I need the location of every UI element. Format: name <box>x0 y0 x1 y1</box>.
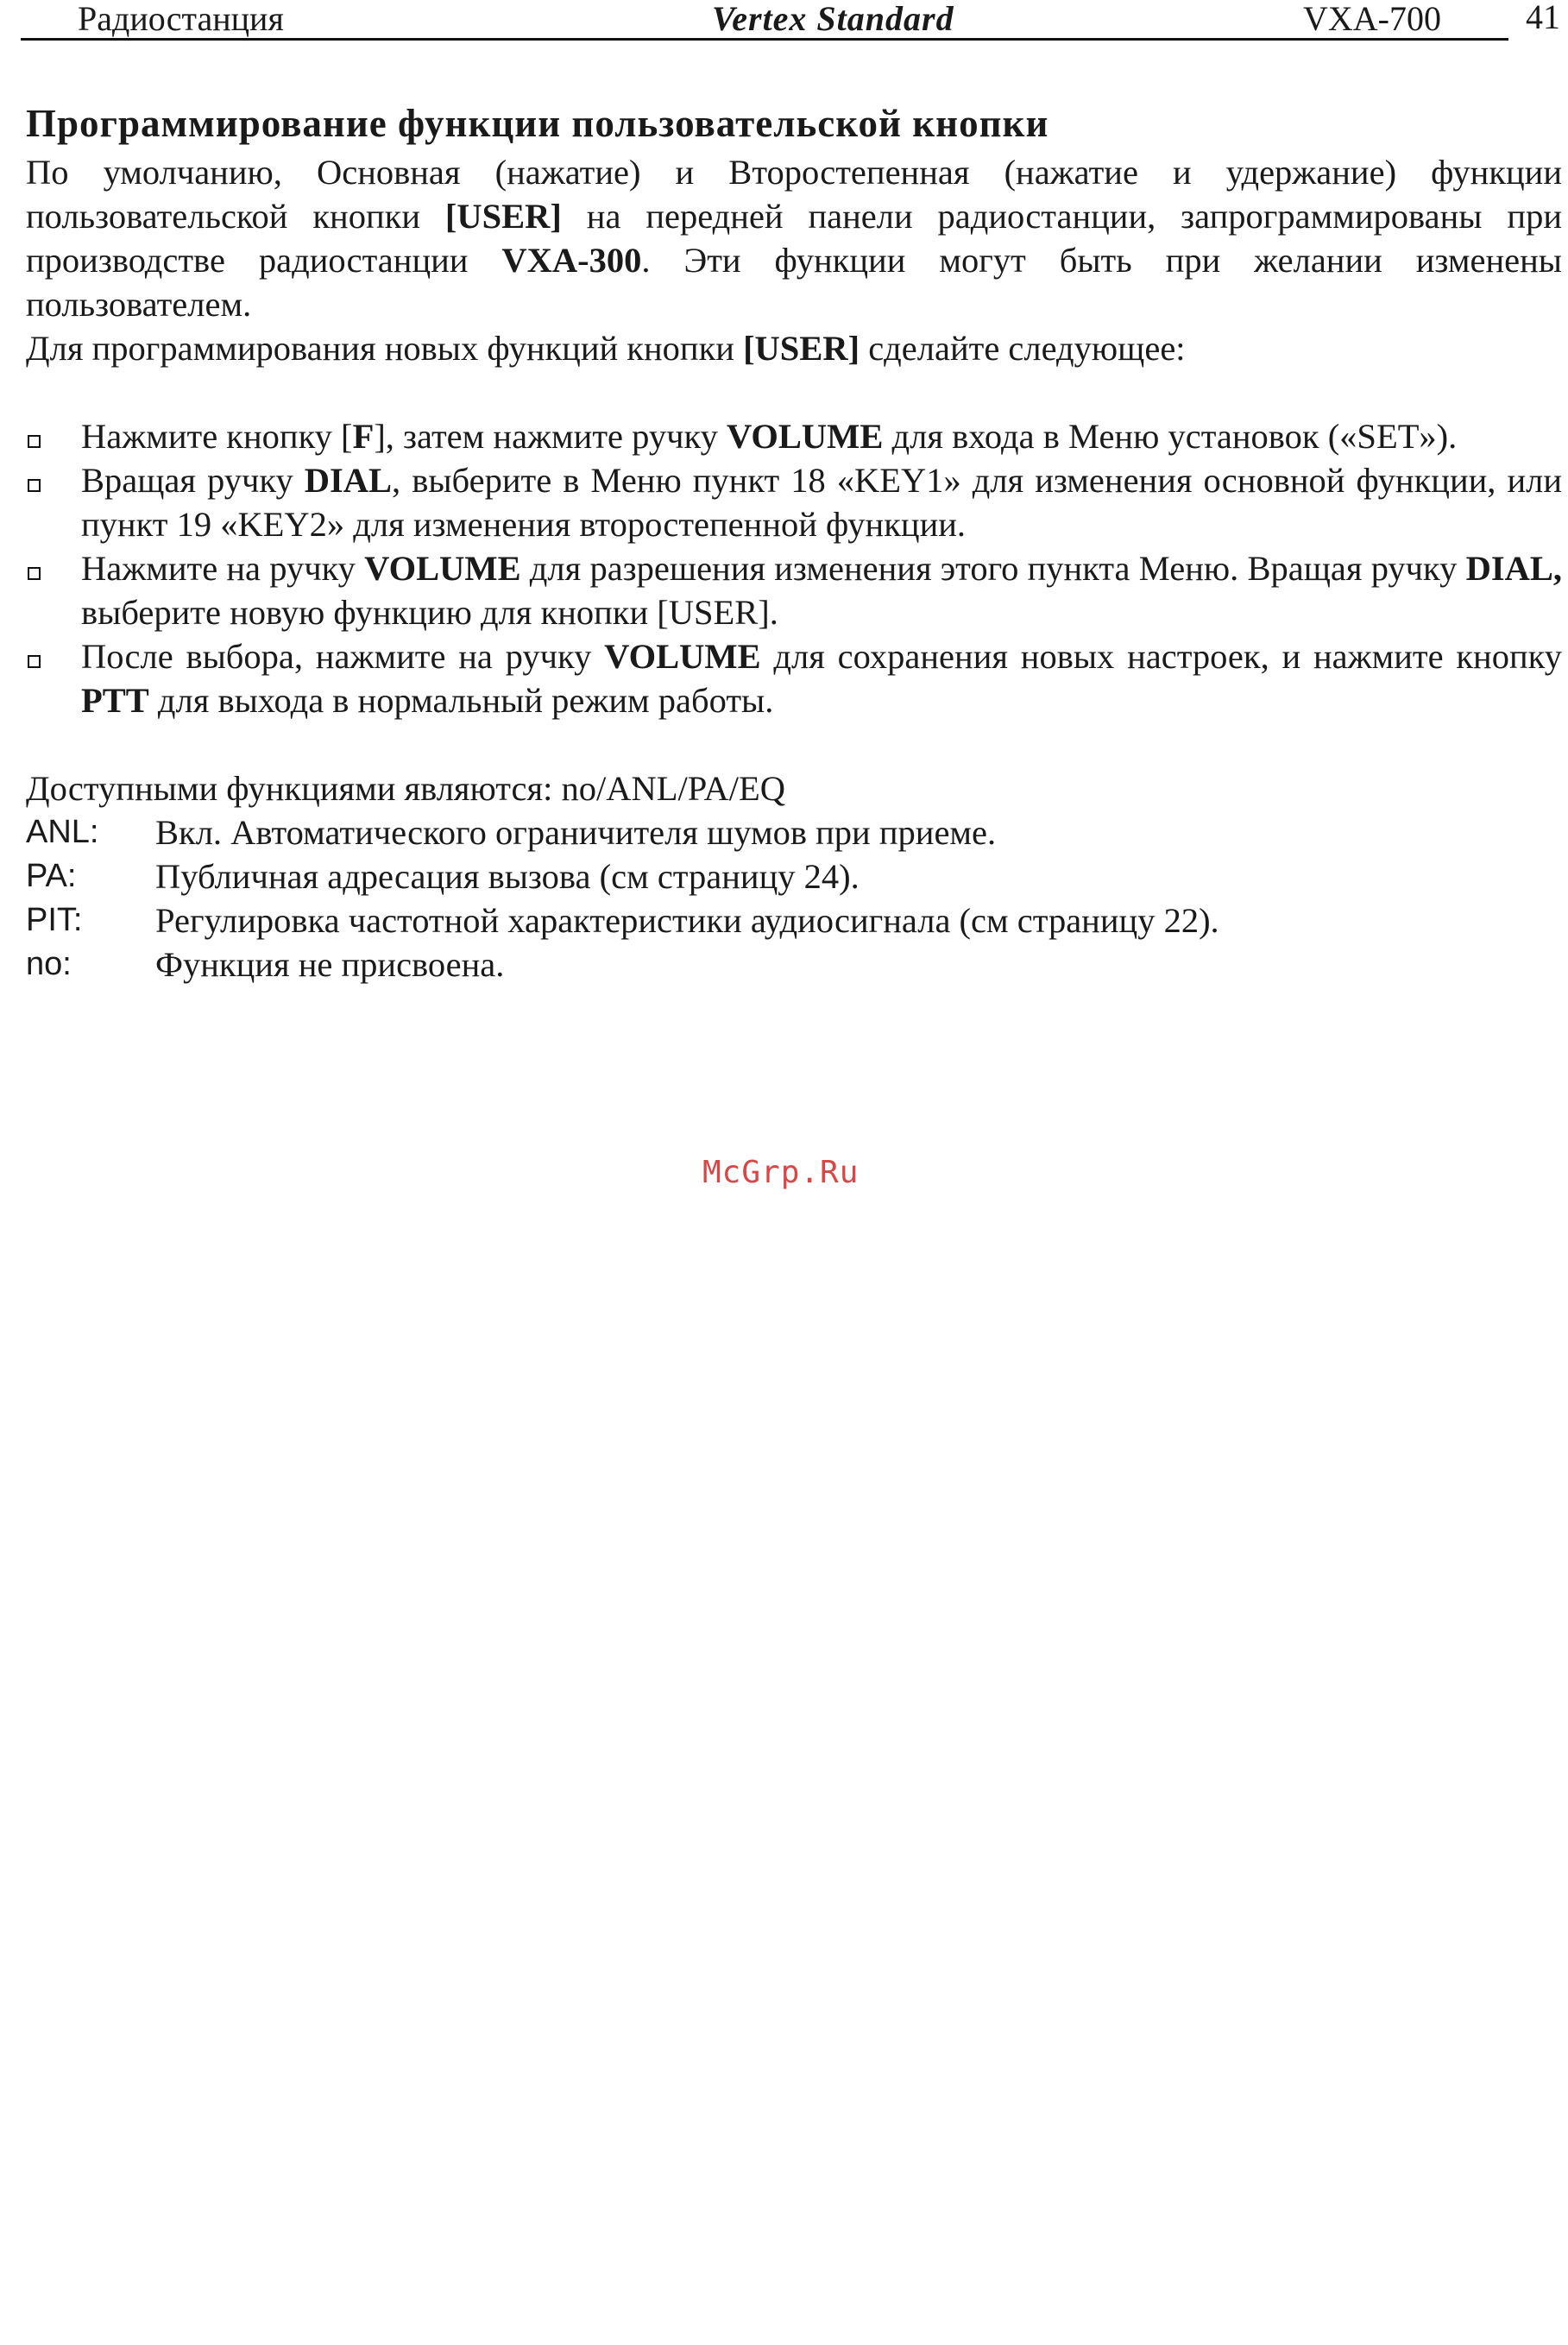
user-key-ref: [USER] <box>743 329 860 368</box>
lead-text-b: сделайте следующее: <box>860 329 1186 368</box>
step-text: Нажмите кнопку [F], затем нажмите ручку VOLUME для входа в Меню установок («SET»). <box>81 417 1458 456</box>
list-item <box>26 634 1562 722</box>
header-brand: Vertex Standard <box>712 0 954 38</box>
function-code: no: <box>26 946 72 982</box>
function-description: Вкл. Автоматического ограничителя шумов при приеме. <box>155 813 997 852</box>
header-model: VXA-700 <box>1303 0 1441 38</box>
functions-list <box>26 810 1562 987</box>
section-title: Программирование функции пользовательской кнопки <box>26 102 1049 145</box>
intro-text-a: По умолчанию, Основная (нажатие) и Второстепенная (нажатие и удержание) функции пользовательской кнопки <box>26 153 1562 236</box>
checkbox-bullet-icon <box>26 546 81 590</box>
page-number: 41 <box>1526 0 1560 36</box>
intro-text-b: на передней панели радиостанции, запрограммированы при производстве радиостанции <box>26 197 1562 280</box>
page-content <box>26 97 1562 987</box>
checkbox-bullet-icon <box>26 634 81 678</box>
step-text: Вращая ручку DIAL, выберите в Меню пункт 18 «KEY1» для изменения основной функции, или пункт 19 «KEY2» для изменения второстепенной функции. <box>81 461 1562 544</box>
steps-list <box>26 414 1562 722</box>
function-code: PA: <box>26 858 77 894</box>
function-description: Функция не присвоена. <box>155 945 505 984</box>
available-functions-label: Доступными функциями являются: no/ANL/PA/EQ <box>26 769 785 808</box>
function-description: Регулировка частотной характеристики аудиосигнала (см страницу 22). <box>155 901 1219 940</box>
user-key-ref: [USER] <box>444 197 562 236</box>
list-item <box>26 458 1562 546</box>
header-device-type: Радиостанция <box>78 0 284 38</box>
instructions-lead <box>26 326 1562 370</box>
step-text: Нажмите на ручку VOLUME для разрешения изменения этого пункта Меню. Вращая ручку DIAL, выберите новую функцию для кнопки [USER]. <box>81 549 1562 632</box>
function-code: ANL: <box>26 814 99 850</box>
lead-text-a: Для программирования новых функций кнопки <box>26 329 744 368</box>
list-item <box>26 898 1562 942</box>
list-item <box>26 414 1562 458</box>
header-rule <box>21 38 1508 41</box>
list-item <box>26 810 1562 854</box>
intro-paragraph <box>26 150 1562 326</box>
function-description: Публичная адресация вызова (см страницу 24). <box>155 857 860 896</box>
step-text: После выбора, нажмите на ручку VOLUME для сохранения новых настроек, и нажмите кнопку PTT для выхода в нормальный режим работы. <box>81 637 1563 720</box>
model-ref: VXA-300 <box>501 241 642 280</box>
list-item <box>26 854 1562 898</box>
checkbox-bullet-icon <box>26 458 81 502</box>
watermark: McGrp.Ru <box>702 1155 860 1190</box>
intro-text-c: . Эти функции могут быть при желании изменены пользователем. <box>26 241 1562 324</box>
checkbox-bullet-icon <box>26 414 81 458</box>
function-code: PIT: <box>26 902 83 938</box>
list-item <box>26 546 1562 634</box>
list-item <box>26 942 1562 987</box>
